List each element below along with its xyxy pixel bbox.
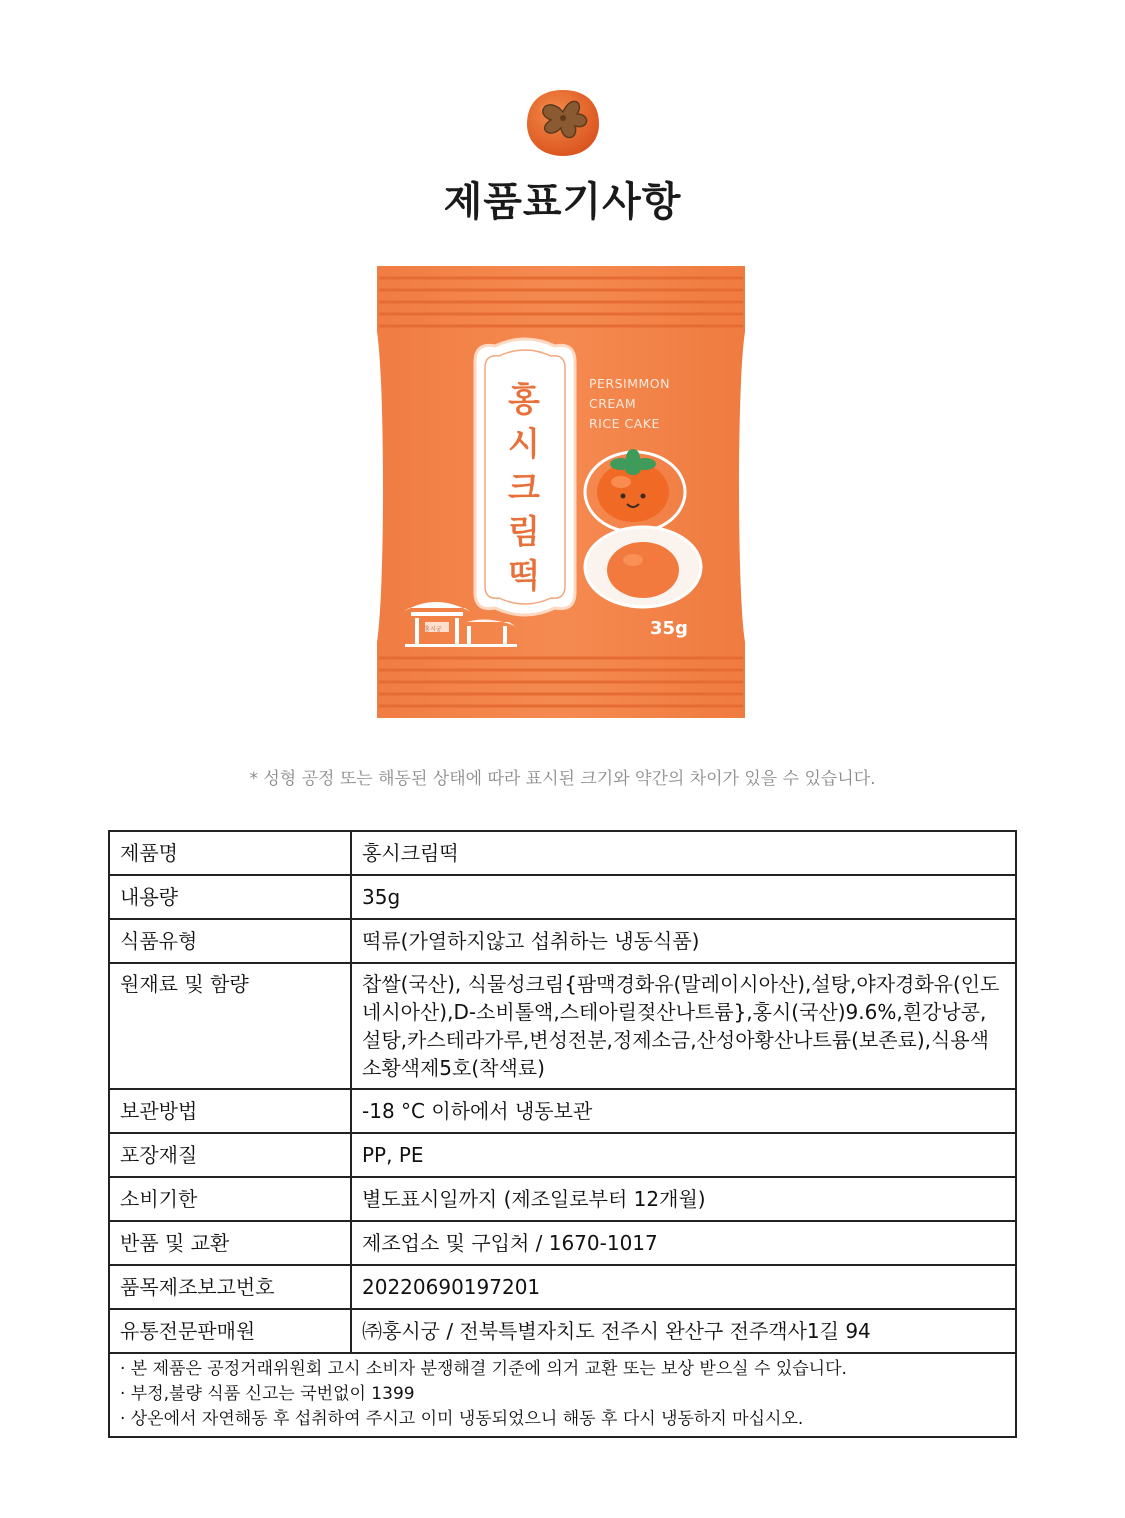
note-line: · 상온에서 자연해동 후 섭취하여 주시고 이미 냉동되었으니 해동 후 다시 냉동하지 마십시오. bbox=[120, 1409, 804, 1429]
table-row bbox=[109, 1089, 1016, 1133]
size-disclaimer: * 성형 공정 또는 해동된 상태에 따라 표시된 크기와 약간의 차이가 있을 수 있습니다. bbox=[249, 769, 876, 789]
row-label: 내용량 bbox=[109, 875, 351, 919]
row-label: 식품유형 bbox=[109, 919, 351, 963]
row-label: 보관방법 bbox=[109, 1089, 351, 1133]
package-english-line: RICE CAKE bbox=[589, 416, 660, 431]
package-korean-char: 크 bbox=[508, 468, 540, 507]
row-value: 35g bbox=[351, 875, 1016, 919]
note-line: · 부정,불량 식품 신고는 국번없이 1399 bbox=[120, 1384, 415, 1404]
product-package-image bbox=[375, 262, 747, 722]
package-english-name bbox=[589, 374, 670, 434]
note-line: · 본 제품은 공정거래위원회 고시 소비자 분쟁해결 기준에 의거 교환 또는 보상 받으실 수 있습니다. bbox=[120, 1359, 847, 1379]
package-korean-char: 림 bbox=[508, 512, 540, 551]
row-value: 20220690197201 bbox=[351, 1265, 1016, 1309]
row-label: 제품명 bbox=[109, 831, 351, 875]
notes-row bbox=[109, 1353, 1016, 1437]
ingredient-line: 찹쌀(국산), 식물성크림{팜맥경화유(말레이시아산),설탕,야자경화유(인도 bbox=[362, 972, 1000, 996]
notes-cell bbox=[109, 1353, 1016, 1437]
package-korean-char: 시 bbox=[508, 424, 540, 463]
table-row bbox=[109, 831, 1016, 875]
table-row bbox=[109, 1221, 1016, 1265]
table-row bbox=[109, 963, 1016, 1089]
ingredient-line: 네시아산),D-소비톨액,스테아릴젖산나트륨},홍시(국산)9.6%,흰강낭콩, bbox=[362, 1000, 987, 1024]
package-english-line: CREAM bbox=[589, 396, 637, 411]
table-row bbox=[109, 1309, 1016, 1353]
ingredient-line: 소황색제5호(착색료) bbox=[362, 1056, 545, 1080]
row-value: -18 °C 이하에서 냉동보관 bbox=[351, 1089, 1016, 1133]
row-label: 반품 및 교환 bbox=[109, 1221, 351, 1265]
row-label: 포장재질 bbox=[109, 1133, 351, 1177]
row-label: 유통전문판매원 bbox=[109, 1309, 351, 1353]
package-korean-name bbox=[501, 378, 547, 598]
product-info-table bbox=[108, 830, 1017, 1438]
row-value: ㈜홍시궁 / 전북특별자치도 전주시 완산구 전주객사1길 94 bbox=[351, 1309, 1016, 1353]
package-english-line: PERSIMMON bbox=[589, 376, 671, 391]
package-shop-sign: 홍시궁 bbox=[424, 626, 442, 633]
row-value: 별도표시일까지 (제조일로부터 12개월) bbox=[351, 1177, 1016, 1221]
row-value bbox=[351, 963, 1016, 1089]
package-korean-char: 떡 bbox=[508, 556, 540, 595]
table-row bbox=[109, 1133, 1016, 1177]
table-row bbox=[109, 875, 1016, 919]
persimmon-logo-icon bbox=[523, 82, 603, 160]
ingredient-line: 설탕,카스테라가루,변성전분,정제소금,산성아황산나트륨(보존료),식용색 bbox=[362, 1028, 989, 1052]
row-label: 품목제조보고번호 bbox=[109, 1265, 351, 1309]
table-row bbox=[109, 919, 1016, 963]
row-value: 제조업소 및 구입처 / 1670-1017 bbox=[351, 1221, 1016, 1265]
row-value: PP, PE bbox=[351, 1133, 1016, 1177]
page-title: 제품표기사항 bbox=[443, 179, 682, 225]
table-row bbox=[109, 1265, 1016, 1309]
package-weight: 35g bbox=[650, 618, 688, 639]
row-value: 떡류(가열하지않고 섭취하는 냉동식품) bbox=[351, 919, 1016, 963]
row-label: 소비기한 bbox=[109, 1177, 351, 1221]
row-label: 원재료 및 함량 bbox=[109, 963, 351, 1089]
table-row bbox=[109, 1177, 1016, 1221]
package-korean-char: 홍 bbox=[508, 380, 540, 419]
row-value: 홍시크림떡 bbox=[351, 831, 1016, 875]
